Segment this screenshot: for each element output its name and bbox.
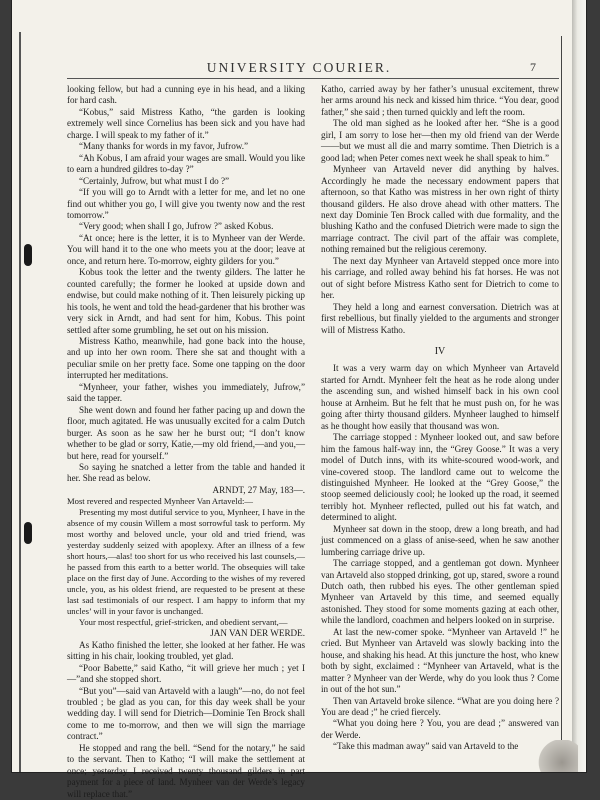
paragraph: The carriage stopped, and a gentleman got down. Mynheer van Artaveld also stopped drinking, got up, stared, swore a round Dutch oath, then rubbed his eyes. The other gentleman spied Mynheer van Artaveld by this time, and seemed equally astonished. They stood for some moments gazing at each other, while the landlord, coachmen and helpers looked on in surprise. [321, 558, 559, 626]
page-edge [572, 0, 586, 772]
scanner-thumb [538, 740, 578, 772]
paragraph: “Poor Babette,” said Katho, “it will grieve her much ; yet I—”and she stopped short. [67, 662, 305, 685]
header-rule [67, 78, 559, 79]
page-number: 7 [530, 60, 536, 74]
paragraph: Katho, carried away by her father’s unusual excitement, threw her arms around his neck and kissed him thrice. “You dear, good father,” she said ; then turned quickly and left the room. [321, 84, 559, 117]
paragraph: “Many thanks for words in my favor, Jufrow.” [79, 141, 249, 152]
paragraph: “If you will go to Arndt with a letter for me, and let no one find out whither you go, I will give you twenty now and the rest tomorrow.” [67, 187, 305, 220]
paragraph: Mynheer sat down in the stoop, drew a long breath, and had just commenced on a glass of anise-seed, when he saw another lumbering carriage drive up. [321, 523, 559, 557]
page-frame-right [561, 36, 562, 772]
paragraph: “What you doing here ? You, you are dead ;” answered van der Werde. [321, 718, 559, 740]
paragraph: The next day Mynheer van Artaveld stepped once more into his carriage, and rolled away behind his fat horses. He was not out of sight before Mistress Katho sent for Dietrich to come to her. [321, 255, 559, 301]
letter-body: Presenting my most dutiful service to you, Mynheer, I have in the absence of my cousin Willem a most sorrowful task to perform. My most worthy and beloved uncle, your old and tried friend, was yesterday suddenly seized with apoplexy. After an illness of a few short hours,—alas! too short for us who received his last counsels,—he passed from this earth to a better world. The obsequies will take place on the first day of June. According to the wishes of my revered uncle, you, as his oldest friend, are requested to be present at these last sad testimonials of our respect. I am happy to inform that my uncles’ will in your favor is unchanged. [67, 507, 305, 617]
section-heading: IV [434, 345, 446, 357]
paragraph: “At once; here is the letter, it is to Mynheer van der Werde. You will hand it to the one who meets you at the door; leave at once, and return here. To-morrow, eighty gilders for you.” [67, 232, 305, 266]
paragraph: At last the new-comer spoke. “Mynheer van Artaveld !” he cried. But Mynheer van Artaveld was slowly backing into the house, and shaking his head. At this juncture the host, who knew both by sight, exclaimed : “Mynheer van Artaveld, what is the matter ? Mynheer van der Werde, why do you look thus ? Come in out of the hot sun.” [321, 626, 559, 695]
running-head: UNIVERSITY COURIER. [206, 60, 392, 75]
paragraph: Mynheer van Artaveld never did anything by halves. Accordingly he made the necessary endowment papers that afternoon, so that Katho was mistress in her own right of thirty thousand gilders. He also drove ahead with other matters. The next day Dominie Ten Brock called with due formality, and the blushing Katho and the confused Dietrich were made to sign the marriage contract. The civil part of the affair was complete, nothing remained but the religious ceremony. [321, 164, 559, 255]
paragraph: So saying he snatched a letter from the table and handed it her. She read as below. [67, 461, 305, 484]
paragraph: “Mynheer, your father, wishes you immediately, Jufrow,” said the tapper. [67, 381, 305, 404]
letter-signature: JAN VAN DER WERDE. [210, 628, 305, 639]
paragraph: The carriage stopped : Mynheer looked out, and saw before him the famous half-way inn, the “Grey Goose.” It was a very model of Dutch inns, with its white-scoured wood-work, and vine-covered stoop. The landlord came out to welcome the distinguished Mynheer. He looked at the “Grey Goose,” the stoop seemed deliciously cool; he looked up the road, it seemed terribly hot. Mynheer reflected, pulled out his fat watch, and determined to alight. [321, 432, 559, 523]
paragraph: looking fellow, but had a cunning eye in his head, and a liking for hard cash. [67, 84, 305, 106]
paragraph: “But you”—said van Artaveld with a laugh”—no, do not feel troubled ; be glad as you can, for this day week shall be your wedding day. I will send for Dietrich—Dominie Ten Brock shall come to me to-morrow, and then we will sign the marriage contract.” [67, 685, 305, 742]
paragraph: The old man sighed as he looked after her. “She is a good girl, I am sorry to lose her—then my old friend van der Werde——but we must all die and marry somtime. Then Dietrich is a good lad; when Peter comes next week he shall speak to him.” [321, 118, 559, 163]
paragraph: Then van Artaveld broke silence. “What are you doing here ? You are dead ;” he cried fiercely. [321, 695, 559, 718]
paragraph: They held a long and earnest conversation. Dietrich was at first rebellious, but finally yielded to the arguments and stronger will of Mistress Katho. [321, 301, 559, 335]
paragraph: “Kobus,” said Mistress Katho, “the garden is looking extremely well since Cornelius has been sick and you have had charge. I will speak to my father of it.” [67, 106, 305, 140]
paragraph: Mistress Katho, meanwhile, had gone back into the house, and up into her own room. There she sat and thought with a peculiar smile on her pretty face. Some one tapping on the door interrupted her meditations. [67, 335, 305, 381]
paragraph: “Take this madman away” said van Artaveld to the [333, 741, 519, 752]
paragraph: He stopped and rang the bell. “Send for the notary,” he said to the servant. Then to Katho; “I will make the settlement at once; yesterday I received twenty thousand gilders in part payment for a piece of land. Mynheer van der Werde’s legacy will replace that.” [67, 742, 305, 799]
paragraph: She went down and found her father pacing up and down the floor, much agitated. He was unusually excited for a calm Dutch burger. As soon as he saw her he burst out; “I don’t know whether to be glad or sorry, Katie,—my old friend,—and you,—but here, read for yourself.” [67, 404, 305, 461]
document-page [12, 0, 586, 799]
letter-salutation: Most revered and respected Mynheer Van Artaveld:— [67, 496, 253, 507]
binding-hole [24, 244, 32, 266]
paragraph: “Very good; when shall I go, Jufrow ?” asked Kobus. [79, 221, 274, 232]
paragraph: “Ah Kobus, I am afraid your wages are small. Would you like to earn a hundred gildres to-day ?” [67, 152, 305, 175]
left-column [67, 84, 305, 800]
binding-hole [24, 522, 32, 544]
paragraph: As Katho finished the letter, she looked at her father. He was sitting in his chair, looking troubled, yet glad. [67, 639, 305, 662]
paragraph: “Certainly, Jufrow, but what must I do ?” [79, 175, 230, 186]
page-frame-left [19, 32, 21, 772]
paragraph: Kobus took the letter and the twenty gilders. The latter he counted carefully; the former he looked at upside down and endwise, but could make nothing of it. Then leisurely picking up his tools, he went and told the head-gardener that his brother was very sick in Arndt, and had sent for him, Kobus. This point settled after some grumbling, he set out on his mission. [67, 267, 305, 335]
right-column [321, 84, 559, 753]
letter-closing: Your most respectful, grief-stricken, and obedient servant,— [79, 617, 288, 628]
paragraph: It was a very warm day on which Mynheer van Artaveld started for Arndt. Mynheer felt the heat as he rode along under the ascending sun, and wished himself back in his own cool house at Arnheim. But he felt that he must push on, for he was going after thirty thousand gilders. Mynheer laughed to himself as he thought how easily that thousand was won. [321, 363, 559, 431]
letter-dateline: ARNDT, 27 May, 183—. [212, 484, 305, 495]
